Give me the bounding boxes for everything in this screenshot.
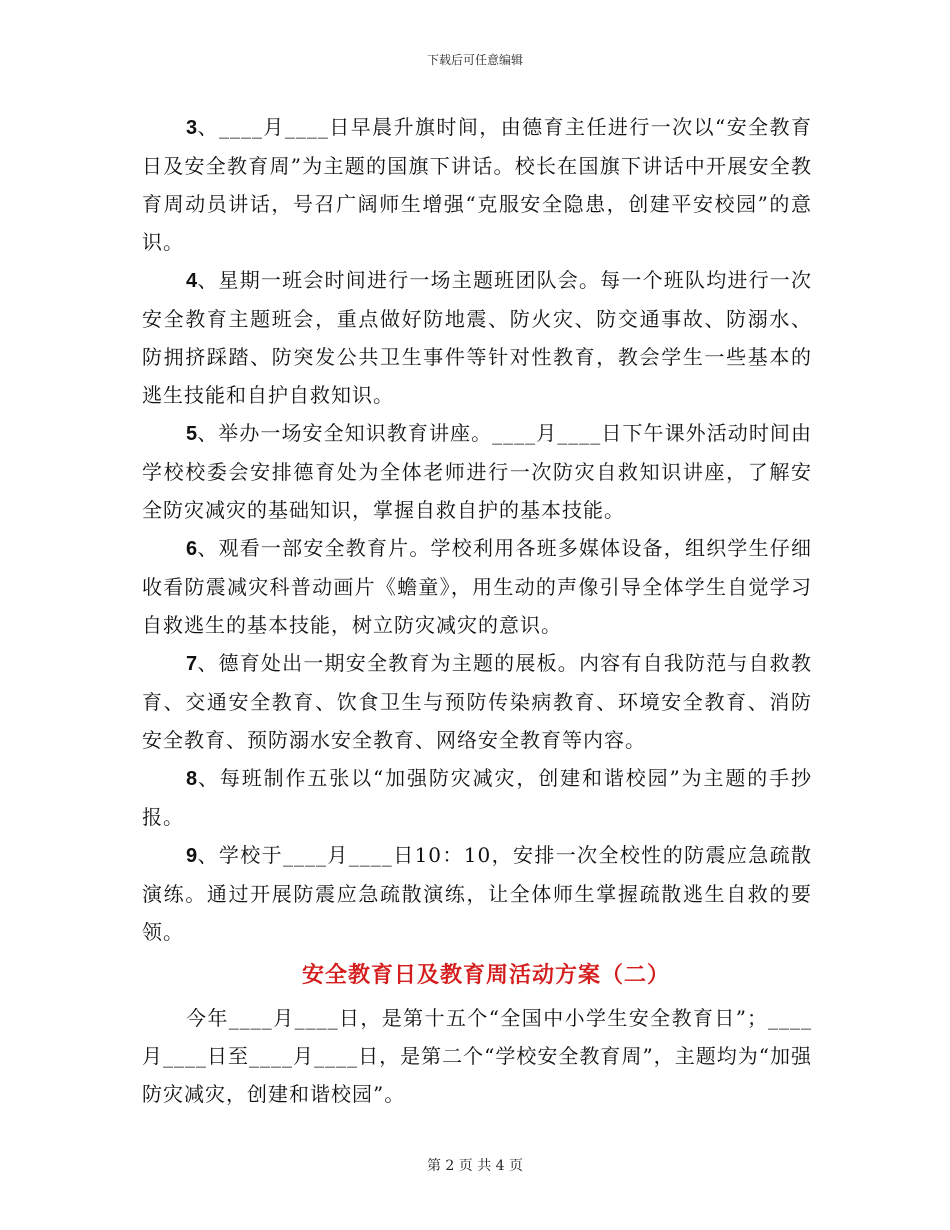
item-number: 5 [186, 423, 198, 445]
list-item-4 [142, 261, 812, 414]
list-item-3 [142, 108, 812, 261]
item-number: 4 [186, 270, 198, 292]
item-number: 9 [186, 845, 198, 867]
list-item-5 [142, 414, 812, 529]
list-item-7 [142, 644, 812, 759]
item-text: 、学校于____月____日10：10，安排一次全校性的防震应急疏散演练。通过开展防震应急疏散演练，让全体师生掌握疏散逃生自救的要领。 [142, 843, 812, 944]
list-item-9 [142, 836, 812, 951]
page-footer: 第 2 页 共 4 页 [426, 1158, 524, 1174]
item-text: 、举办一场安全知识教育讲座。____月____日下午课外活动时间由学校校委会安排德育处为全体老师进行一次防灾自救知识讲座，了解安全防灾减灾的基础知识，掌握自救自护的基本技能。 [142, 421, 812, 522]
item-number: 3 [186, 117, 198, 139]
item-number: 7 [186, 653, 198, 675]
item-text: 、每班制作五张以“加强防灾减灾，创建和谐校园”为主题的手抄报。 [142, 766, 812, 829]
item-text: 、____月____日早晨升旗时间，由德育主任进行一次以“安全教育日及安全教育周”为主题的国旗下讲话。校长在国旗下讲话中开展安全教育周动员讲话，号召广阔师生增强“克服安全隐患，创建平安校园”的意识。 [142, 115, 812, 254]
document-body [142, 108, 812, 1113]
item-text: 、德育处出一期安全教育为主题的展板。内容有自我防范与自救教育、交通安全教育、饮食卫生与预防传染病教育、环境安全教育、消防安全教育、预防溺水安全教育、网络安全教育等内容。 [142, 651, 812, 752]
list-item-8 [142, 759, 812, 836]
page-header: 下载后可任意编辑 [426, 53, 523, 67]
section-title: 安全教育日及教育周活动方案（二） [302, 962, 671, 988]
item-text: 、观看一部安全教育片。学校利用各班多媒体设备，组织学生仔细收看防震减灾科普动画片《蟾童》，用生动的声像引导全体学生自觉学习自救逃生的基本技能，树立防灾减灾的意识。 [142, 536, 812, 637]
list-item-6 [142, 529, 812, 644]
item-number: 6 [186, 538, 198, 560]
item-number: 8 [186, 768, 198, 790]
item-text: 、星期一班会时间进行一场主题班团队会。每一个班队均进行一次安全教育主题班会，重点做好防地震、防火灾、防交通事故、防溺水、防拥挤踩踏、防突发公共卫生事件等针对性教育，教会学生一些基本的逃生技能和自护自救知识。 [142, 268, 812, 407]
intro-paragraph: 今年____月____日，是第十五个“全国中小学生安全教育日”；____月____日至____月____日，是第二个“学校安全教育周”，主题均为“加强防灾减灾，创建和谐校园”。 [142, 1006, 812, 1106]
